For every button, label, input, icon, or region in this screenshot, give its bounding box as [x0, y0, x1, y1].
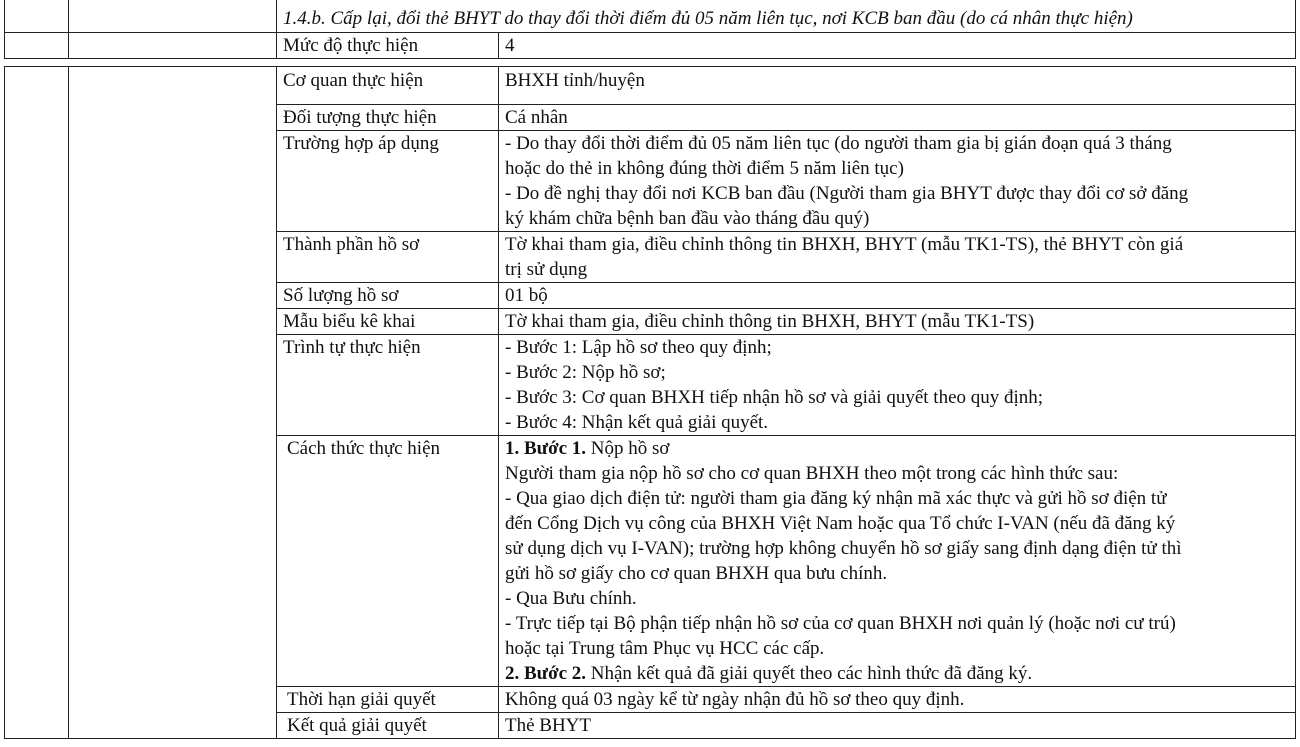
row-label-agency: Cơ quan thực hiện: [277, 67, 499, 105]
row-label-deadline: Thời hạn giải quyết: [277, 687, 499, 713]
step-line: - Bước 1: Lập hồ sơ theo quy định;: [505, 337, 772, 358]
row-value-deadline: Không quá 03 ngày kể từ ngày nhận đủ hồ sơ theo quy định.: [499, 687, 1296, 713]
row-label-subject: Đối tượng thực hiện: [277, 105, 499, 131]
row-label-steps: Trình tự thực hiện: [277, 335, 499, 436]
text-line: đến Cổng Dịch vụ công của BHXH Việt Nam hoặc qua Tổ chức I-VAN (nếu đã đăng ký: [505, 513, 1176, 534]
text-line: Người tham gia nộp hồ sơ cho cơ quan BHXH theo một trong các hình thức sau:: [505, 463, 1119, 484]
row-label-form: Mẫu biểu kê khai: [277, 309, 499, 335]
procedure-title: 1.4.b. Cấp lại, đổi thẻ BHYT do thay đổi thời điểm đủ 05 năm liên tục, nơi KCB ban đầu (do cá nhân thực hiện): [283, 8, 1133, 29]
row-label-quantity: Số lượng hồ sơ: [277, 283, 499, 309]
row-value-agency: BHXH tỉnh/huyện: [499, 67, 1296, 105]
row-value-steps: [499, 335, 1296, 436]
text-line: - Qua giao dịch điện tử: người tham gia đăng ký nhận mã xác thực và gửi hồ sơ điện tử: [505, 488, 1167, 509]
row-value-method: [499, 436, 1296, 687]
index-column: [5, 67, 69, 739]
row-value-subject: Cá nhân: [499, 105, 1296, 131]
step-line: - Bước 4: Nhận kết quả giải quyết.: [505, 412, 769, 433]
text-line: ký khám chữa bệnh ban đầu vào tháng đầu quý): [505, 208, 870, 229]
row-value-result: Thẻ BHYT: [499, 713, 1296, 739]
text-line: - Do đề nghị thay đổi nơi KCB ban đầu (Người tham gia BHYT được thay đổi cơ sở đăng: [505, 183, 1189, 204]
level-value: 4: [499, 33, 1296, 59]
row-label-documents: Thành phần hồ sơ: [277, 232, 499, 283]
row-value-documents: [499, 232, 1296, 283]
text-line: gửi hồ sơ giấy cho cơ quan BHXH qua bưu chính.: [505, 563, 888, 584]
step-number: 2. Bước 2.: [505, 663, 587, 684]
index-cell: [5, 0, 69, 33]
step-heading: [505, 661, 1289, 686]
text-line: sử dụng dịch vụ I-VAN); trường hợp không chuyển hồ sơ giấy sang định dạng điện tử thì: [505, 538, 1182, 559]
procedure-header-table: [4, 0, 1296, 59]
row-label-result: Kết quả giải quyết: [277, 713, 499, 739]
row-value-quantity: 01 bộ: [499, 283, 1296, 309]
step-line: - Bước 3: Cơ quan BHXH tiếp nhận hồ sơ và giải quyết theo quy định;: [505, 387, 1044, 408]
step-number: 1. Bước 1.: [505, 438, 587, 459]
step-title: Nộp hồ sơ: [586, 438, 670, 459]
step-line: - Bước 2: Nộp hồ sơ;: [505, 362, 666, 383]
row-label-cases: Trường hợp áp dụng: [277, 131, 499, 232]
blank-cell: [69, 0, 277, 33]
text-line: hoặc tại Trung tâm Phục vụ HCC các cấp.: [505, 638, 825, 659]
text-line: - Trực tiếp tại Bộ phận tiếp nhận hồ sơ của cơ quan BHXH nơi quản lý (hoặc nơi cư trú): [505, 613, 1176, 634]
text-line: hoặc do thẻ in không đúng thời điểm 5 năm liên tục): [505, 158, 904, 179]
text-line: - Do thay đổi thời điểm đủ 05 năm liên tục (do người tham gia bị gián đoạn quá 3 tháng: [505, 133, 1172, 154]
step-title: Nhận kết quả đã giải quyết theo các hình thức đã đăng ký.: [586, 663, 1033, 684]
row-value-form: Tờ khai tham gia, điều chỉnh thông tin BHXH, BHYT (mẫu TK1-TS): [499, 309, 1296, 335]
level-label: Mức độ thực hiện: [277, 33, 499, 59]
row-label-method: Cách thức thực hiện: [277, 436, 499, 687]
name-column: [69, 67, 277, 739]
text-line: Tờ khai tham gia, điều chỉnh thông tin BHXH, BHYT (mẫu TK1-TS), thẻ BHYT còn giá: [505, 234, 1184, 255]
row-value-cases: [499, 131, 1296, 232]
procedure-details-table: [4, 66, 1296, 739]
text-line: trị sử dụng: [505, 259, 588, 280]
text-line: - Qua Bưu chính.: [505, 588, 637, 609]
step-heading: [505, 436, 1289, 461]
